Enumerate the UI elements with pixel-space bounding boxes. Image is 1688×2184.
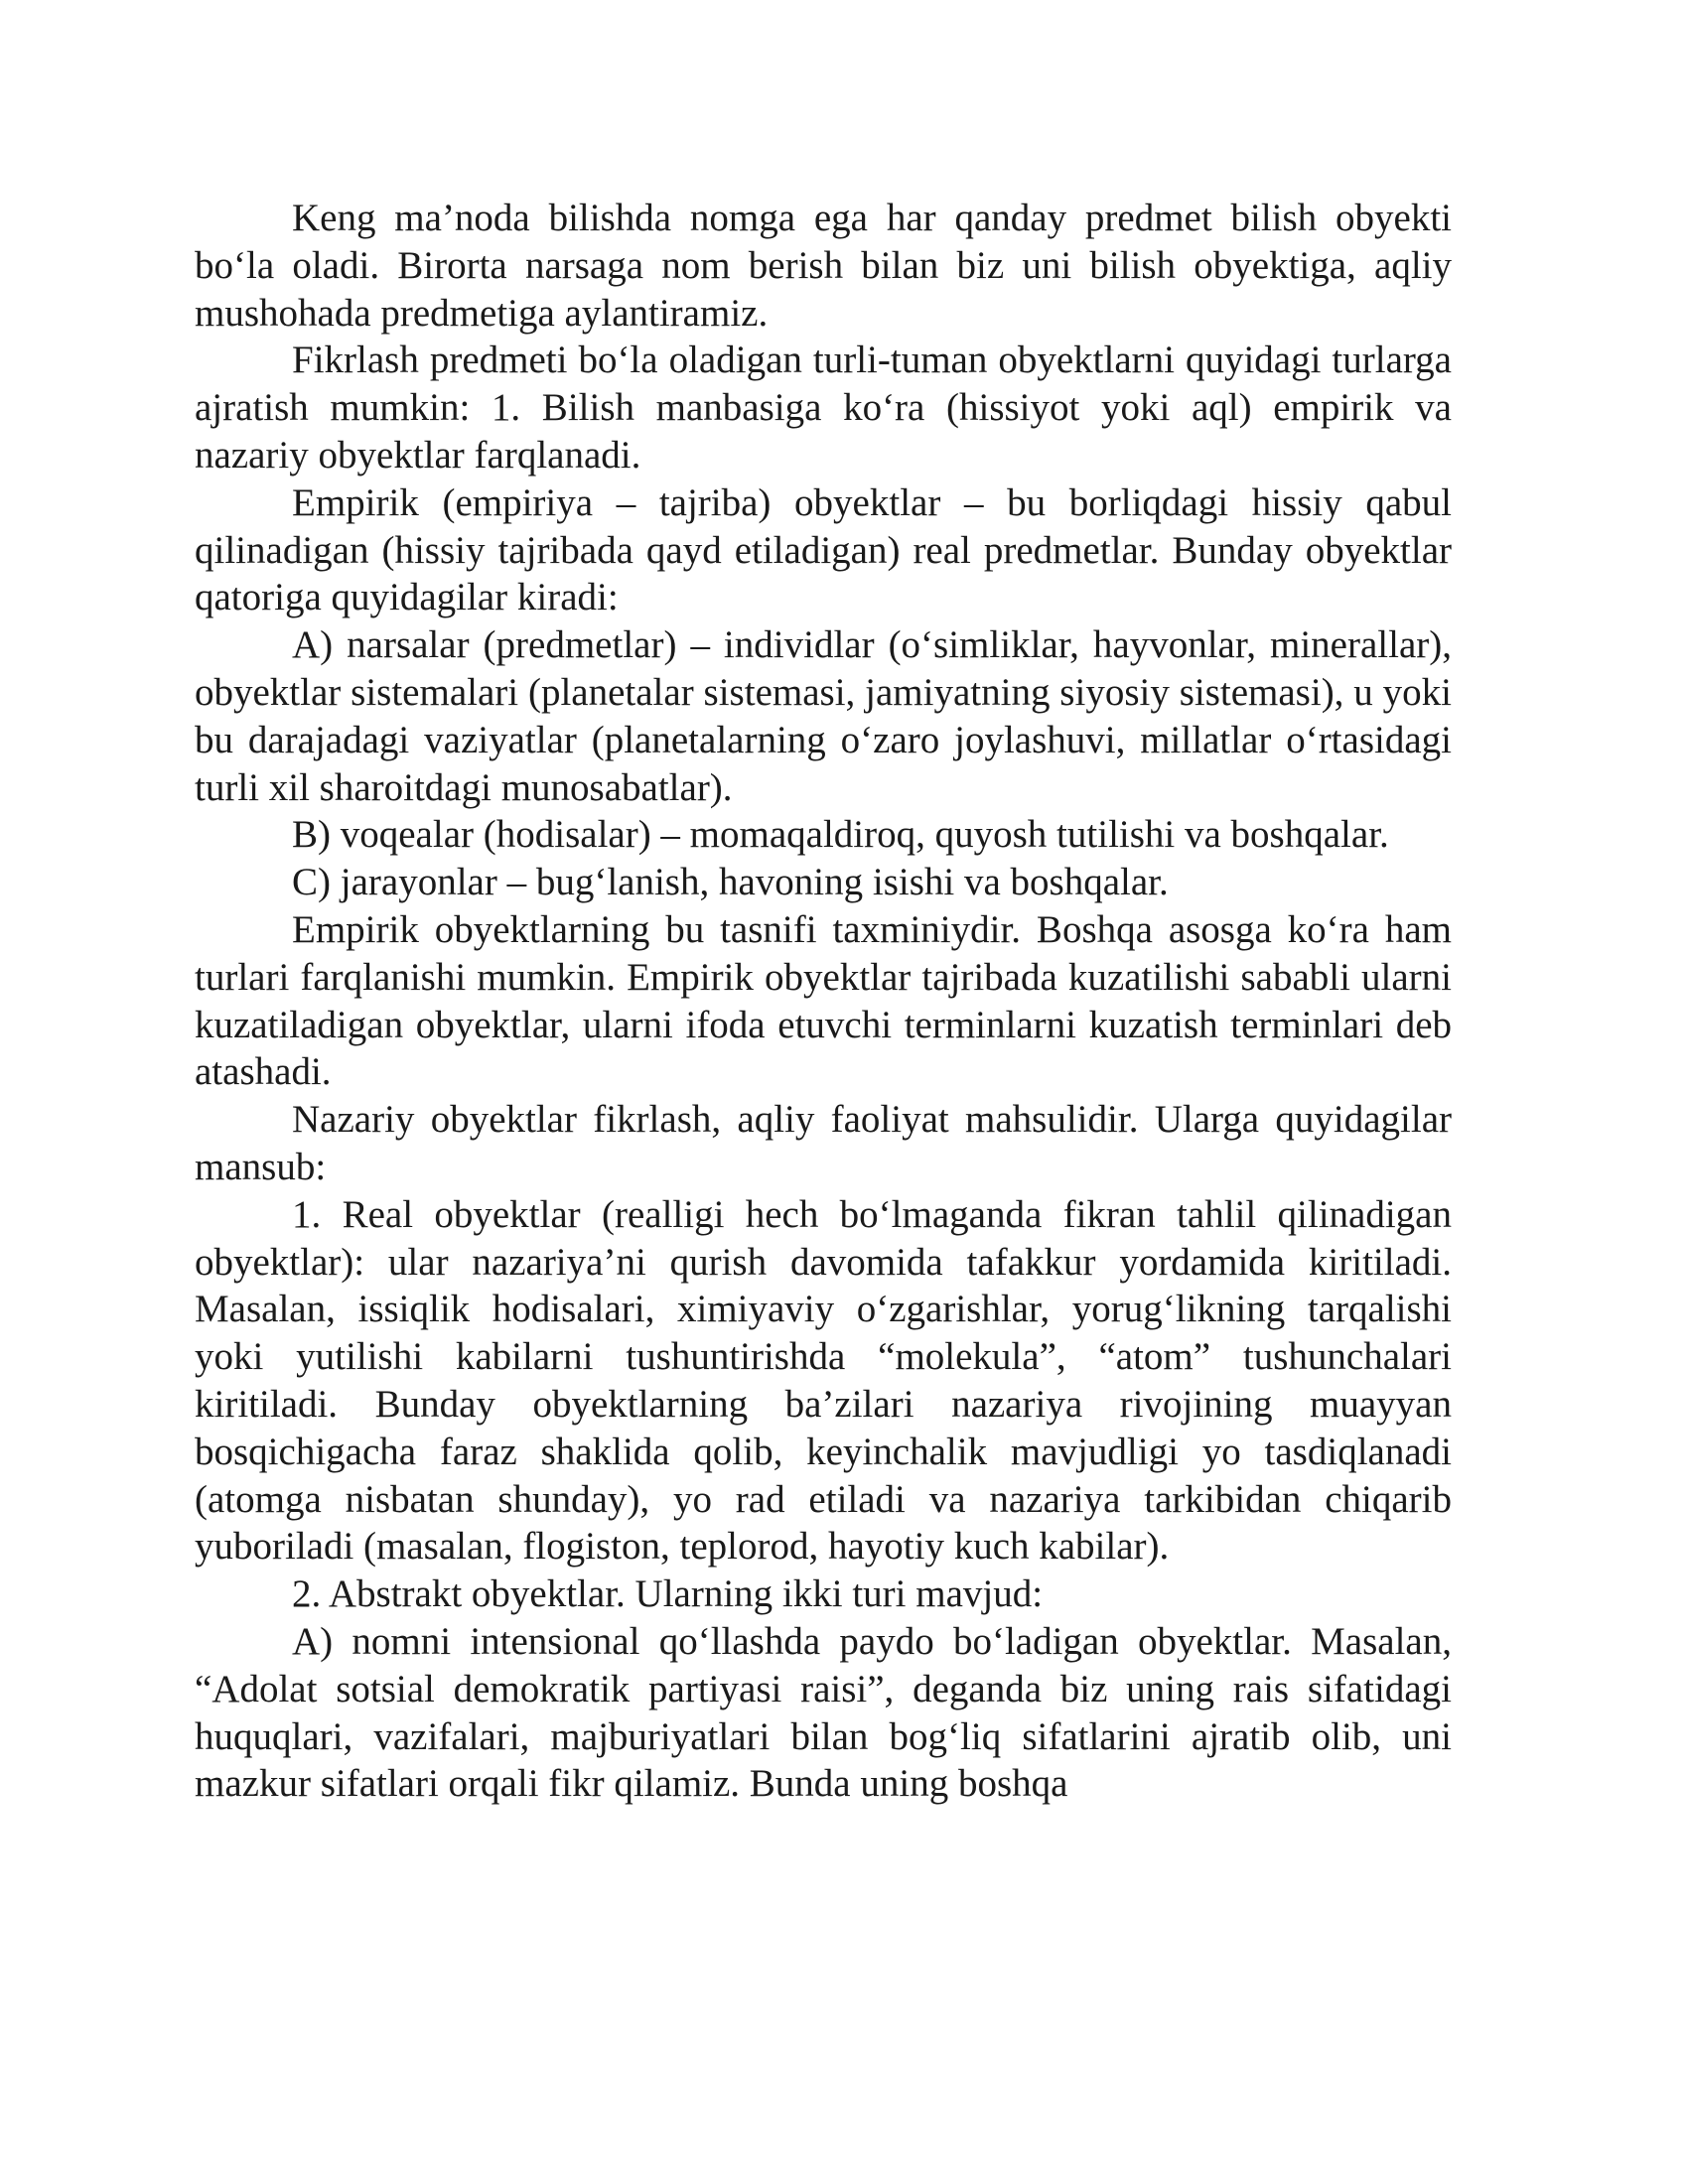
paragraph-item-c-processes: C) jarayonlar – bug‘lanish, havoning isishi va boshqalar. xyxy=(292,861,1169,904)
paragraph-knowledge-object: Keng ma’noda bilishda nomga ega har qanday predmet bilish obyekti bo‘la oladi. Birorta narsaga nom berish bilan biz uni bilish obyektiga, aqliy mushohada predmetiga aylantiramiz. xyxy=(195,197,1452,335)
paragraph-item-b-events: B) voqealar (hodisalar) – momaqaldiroq, quyosh tutilishi va boshqalar. xyxy=(292,813,1389,857)
paragraph-item-a-things: A) narsalar (predmetlar) – individlar (o‘simliklar, hayvonlar, minerallar), obyektlar sistemalari (planetalar sistemasi, jamiyatning siyosiy sistemasi), u yoki bu darajadagi vaziyatlar (planetalarning o‘zaro joylashuvi, millatlar o‘rtasidagi turli xil sharoitdagi munosabatlar). xyxy=(195,623,1452,809)
paragraph-theoretical-objects: Nazariy obyektlar fikrlash, aqliy faoliyat mahsulidir. Ularga quyidagilar mansub: xyxy=(195,1098,1452,1188)
paragraph-object-types: Fikrlash predmeti bo‘la oladigan turli-tuman obyektlarni quyidagi turlarga ajratish mumkin: 1. Bilish manbasiga ko‘ra (hissiyot yoki aql) empirik va nazariy obyektlar farqlanadi. xyxy=(195,339,1452,477)
paragraph-real-objects: 1. Real obyektlar (realligi hech bo‘lmaganda fikran tahlil qilinadigan obyektlar): ular nazariya’ni qurish davomida tafakkur yordamida kiritiladi. Masalan, issiqlik hodisalari, ximiyaviy o‘zgarishlar, yorug‘likning tarqalishi yoki yutilishi kabilarni tushuntirishda “molekula”, “atom” tushunchalari kiritiladi. Bunday obyektlarning ba’zilari nazariya rivojining muayyan bosqichigacha faraz shaklida qolib, keyinchalik mavjudligi yo tasdiqlanadi (atomga nisbatan shunday), yo rad etiladi va nazariya tarkibidan chiqarib yuboriladi (masalan, flogiston, teplorod, hayotiy kuch kabilar). xyxy=(195,1192,1452,1569)
paragraph-abstract-objects: 2. Abstrakt obyektlar. Ularning ikki turi mavjud: xyxy=(292,1572,1044,1616)
paragraph-intensional-objects: A) nomni intensional qo‘llashda paydo bo‘ladigan obyektlar. Masalan, “Adolat sotsial demokratik partiyasi raisi”, deganda biz uning rais sifatidagi huquqlari, vazifalari, majburiyatlari bilan bog‘liq sifatlarini ajratib olib, uni mazkur sifatlari orqali fikr qilamiz. Bunda uning boshqa xyxy=(195,1619,1452,1806)
document-page xyxy=(195,195,1452,1808)
paragraph-empirical-objects: Empirik (empiriya – tajriba) obyektlar – bu borliqdagi hissiy qabul qilinadigan (hissiy tajribada qayd etiladigan) real predmetlar. Bunday obyektlar qatoriga quyidagilar kiradi: xyxy=(195,480,1452,619)
paragraph-empirical-classification: Empirik obyektlarning bu tasnifi taxminiydir. Boshqa asosga ko‘ra ham turlari farqlanishi mumkin. Empirik obyektlar tajribada kuzatilishi sababli ularni kuzatiladigan obyektlar, ularni ifoda etuvchi terminlarni kuzatish terminlari deb atashadi. xyxy=(195,907,1452,1094)
